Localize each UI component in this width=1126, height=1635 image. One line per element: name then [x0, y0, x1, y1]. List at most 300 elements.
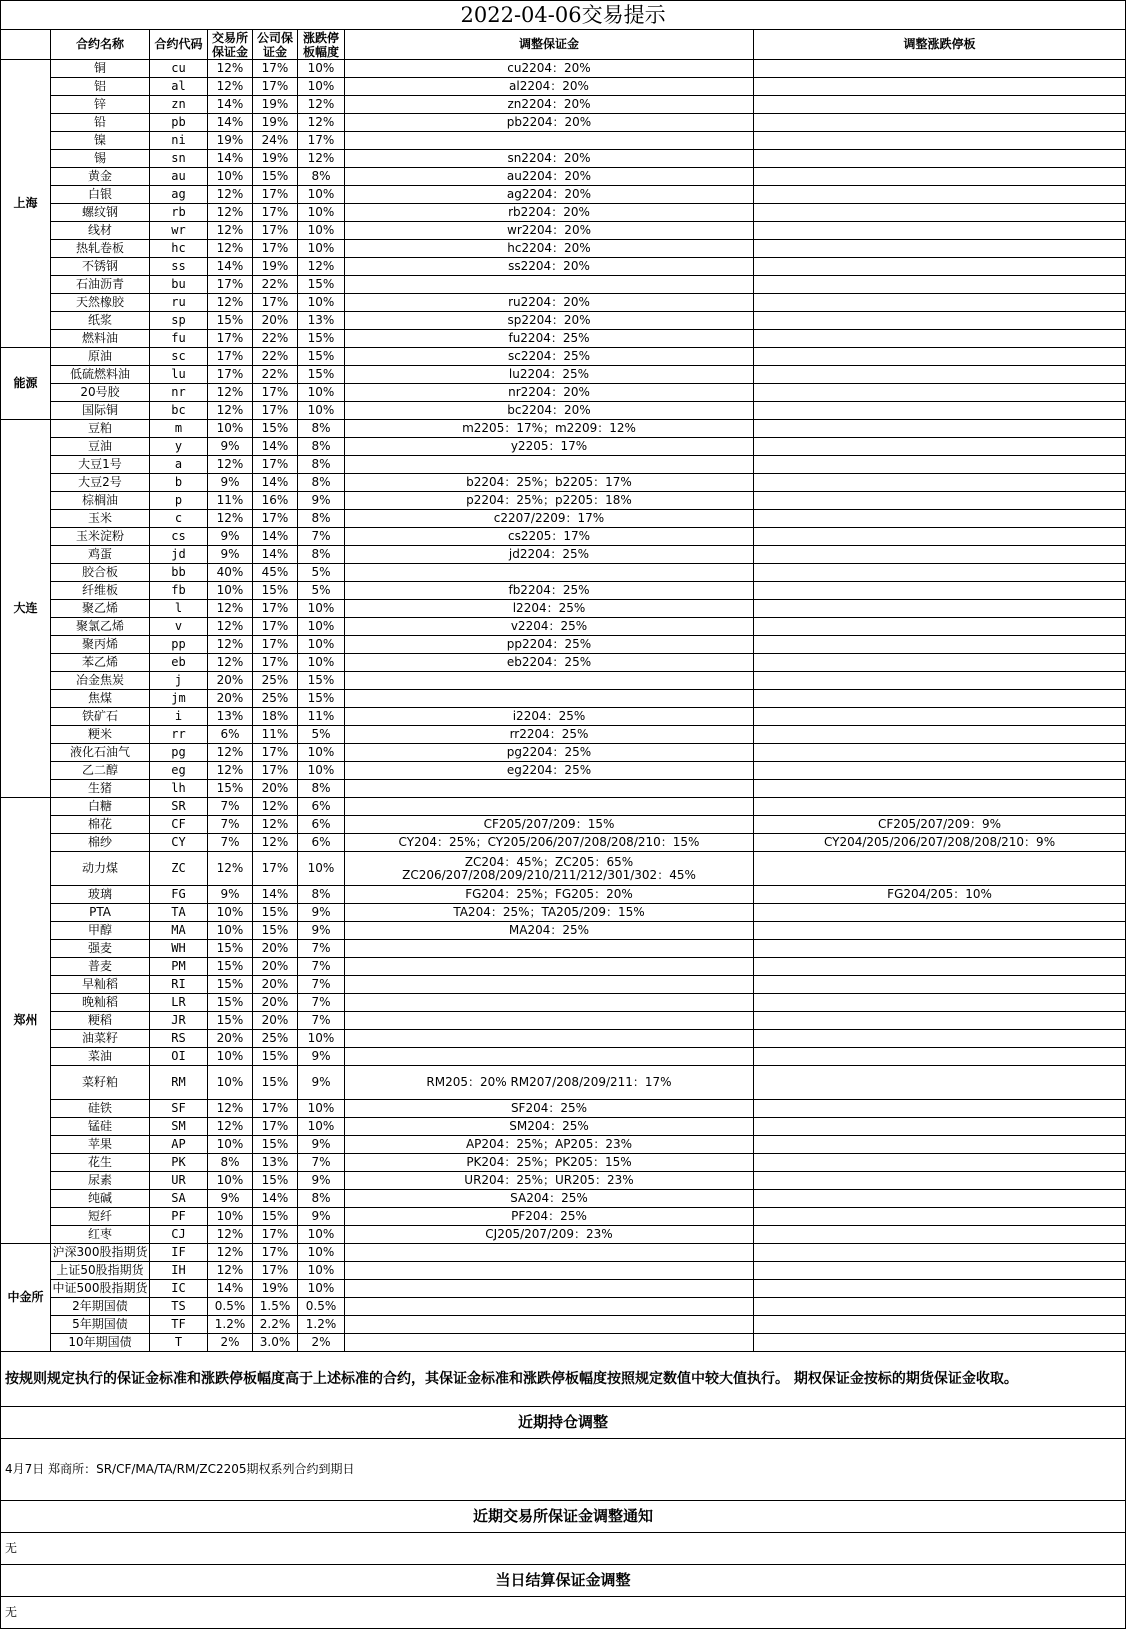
contract-name: 沪深300股指期货 [51, 1244, 150, 1262]
contract-row [1, 994, 1126, 1012]
contract-row [1, 96, 1126, 114]
adjust-margin: zn2204：20% [345, 96, 754, 114]
company-margin: 17% [253, 1244, 298, 1262]
contract-row [1, 1208, 1126, 1226]
exchange-margin: 12% [208, 510, 253, 528]
company-margin: 24% [253, 132, 298, 150]
price-limit: 5% [298, 726, 345, 744]
price-limit: 10% [298, 600, 345, 618]
exchange-margin: 0.5% [208, 1298, 253, 1316]
adjust-limit [754, 474, 1126, 492]
section-title-position-adjust: 近期持仓调整 [1, 1407, 1126, 1439]
contract-name: 尿素 [51, 1172, 150, 1190]
adjust-margin [345, 780, 754, 798]
company-margin: 17% [253, 1100, 298, 1118]
contract-code: WH [150, 940, 208, 958]
contract-row [1, 1136, 1126, 1154]
adjust-margin [345, 940, 754, 958]
price-limit: 10% [298, 1030, 345, 1048]
company-margin: 17% [253, 852, 298, 886]
exchange-margin: 7% [208, 834, 253, 852]
adjust-limit [754, 1030, 1126, 1048]
contract-code: PK [150, 1154, 208, 1172]
adjust-margin: fb2204：25% [345, 582, 754, 600]
contract-row [1, 762, 1126, 780]
adjust-limit [754, 240, 1126, 258]
contract-code: b [150, 474, 208, 492]
contract-row [1, 366, 1126, 384]
contract-code: MA [150, 922, 208, 940]
exchange-margin: 12% [208, 1118, 253, 1136]
contract-name: 铜 [51, 60, 150, 78]
header-region [1, 30, 51, 60]
company-margin: 11% [253, 726, 298, 744]
adjust-margin: CF205/207/209：15% [345, 816, 754, 834]
company-margin: 20% [253, 940, 298, 958]
adjust-margin: SA204：25% [345, 1190, 754, 1208]
section-title-exchange-margin-notice: 近期交易所保证金调整通知 [1, 1501, 1126, 1533]
adjust-limit [754, 492, 1126, 510]
contract-row [1, 132, 1126, 150]
adjust-margin: hc2204：20% [345, 240, 754, 258]
header-adjust-limit: 调整涨跌停板 [754, 30, 1126, 60]
contract-code: cs [150, 528, 208, 546]
adjust-limit [754, 402, 1126, 420]
contract-name: 铝 [51, 78, 150, 96]
contract-name: 2年期国债 [51, 1298, 150, 1316]
adjust-margin: pg2204：25% [345, 744, 754, 762]
company-margin: 19% [253, 114, 298, 132]
contract-name: 聚乙烯 [51, 600, 150, 618]
section-body-exchange-margin-notice: 无 [1, 1533, 1126, 1565]
adjust-limit [754, 510, 1126, 528]
contract-name: 胶合板 [51, 564, 150, 582]
contract-code: m [150, 420, 208, 438]
adjust-limit [754, 1066, 1126, 1100]
adjust-margin: cs2205：17% [345, 528, 754, 546]
contract-code: al [150, 78, 208, 96]
company-margin: 15% [253, 420, 298, 438]
adjust-limit [754, 744, 1126, 762]
contract-row [1, 1030, 1126, 1048]
company-margin: 18% [253, 708, 298, 726]
price-limit: 2% [298, 1334, 345, 1352]
adjust-limit [754, 114, 1126, 132]
adjust-margin: UR204：25%；UR205：23% [345, 1172, 754, 1190]
company-margin: 17% [253, 762, 298, 780]
contract-code: sn [150, 150, 208, 168]
header-name: 合约名称 [51, 30, 150, 60]
adjust-margin: ag2204：20% [345, 186, 754, 204]
contract-name: 冶金焦炭 [51, 672, 150, 690]
price-limit: 10% [298, 1226, 345, 1244]
contract-code: jm [150, 690, 208, 708]
price-limit: 7% [298, 976, 345, 994]
exchange-margin: 40% [208, 564, 253, 582]
contract-row [1, 1172, 1126, 1190]
contract-row [1, 240, 1126, 258]
price-limit: 10% [298, 1280, 345, 1298]
adjust-margin [345, 564, 754, 582]
company-margin: 14% [253, 474, 298, 492]
adjust-limit [754, 726, 1126, 744]
contract-name: 棕榈油 [51, 492, 150, 510]
adjust-limit [754, 1136, 1126, 1154]
contract-row [1, 798, 1126, 816]
adjust-margin: SM204：25% [345, 1118, 754, 1136]
exchange-margin: 17% [208, 348, 253, 366]
adjust-margin: jd2204：25% [345, 546, 754, 564]
contract-row [1, 600, 1126, 618]
adjust-margin: bc2204：20% [345, 402, 754, 420]
contract-row [1, 1316, 1126, 1334]
exchange-margin: 12% [208, 78, 253, 96]
exchange-margin: 12% [208, 1262, 253, 1280]
exchange-margin: 14% [208, 150, 253, 168]
contract-row [1, 546, 1126, 564]
company-margin: 15% [253, 582, 298, 600]
contract-code: RI [150, 976, 208, 994]
contract-code: bc [150, 402, 208, 420]
contract-code: IC [150, 1280, 208, 1298]
contract-row [1, 690, 1126, 708]
adjust-limit: CY204/205/206/207/208/208/210：9% [754, 834, 1126, 852]
adjust-limit [754, 312, 1126, 330]
adjust-limit [754, 78, 1126, 96]
adjust-limit [754, 1154, 1126, 1172]
contract-name: 早籼稻 [51, 976, 150, 994]
contract-name: 粳米 [51, 726, 150, 744]
company-margin: 17% [253, 1118, 298, 1136]
contract-row [1, 582, 1126, 600]
company-margin: 15% [253, 904, 298, 922]
contract-code: pp [150, 636, 208, 654]
company-margin: 15% [253, 1208, 298, 1226]
company-margin: 17% [253, 456, 298, 474]
exchange-margin: 20% [208, 690, 253, 708]
contract-name: 硅铁 [51, 1100, 150, 1118]
company-margin: 22% [253, 330, 298, 348]
exchange-margin: 12% [208, 654, 253, 672]
contract-code: nr [150, 384, 208, 402]
adjust-limit [754, 672, 1126, 690]
adjust-margin [345, 1048, 754, 1066]
adjust-limit [754, 1334, 1126, 1352]
adjust-margin: lu2204：25% [345, 366, 754, 384]
price-limit: 6% [298, 834, 345, 852]
page-title: 2022-04-06交易提示 [1, 1, 1126, 30]
company-margin: 20% [253, 780, 298, 798]
company-margin: 2.2% [253, 1316, 298, 1334]
adjust-margin: eb2204：25% [345, 654, 754, 672]
adjust-margin: cu2204：20% [345, 60, 754, 78]
company-margin: 19% [253, 96, 298, 114]
section-body-position-adjust: 4月7日 郑商所：SR/CF/MA/TA/RM/ZC2205期权系列合约到期日 [1, 1439, 1126, 1501]
company-margin: 15% [253, 1136, 298, 1154]
price-limit: 9% [298, 1066, 345, 1100]
contract-name: 黄金 [51, 168, 150, 186]
company-margin: 19% [253, 150, 298, 168]
exchange-margin: 9% [208, 546, 253, 564]
exchange-margin: 12% [208, 600, 253, 618]
contract-row [1, 150, 1126, 168]
company-margin: 15% [253, 1048, 298, 1066]
adjust-margin: p2204：25%；p2205：18% [345, 492, 754, 510]
contract-code: RM [150, 1066, 208, 1100]
contract-code: ss [150, 258, 208, 276]
exchange-margin: 8% [208, 1154, 253, 1172]
contract-code: SR [150, 798, 208, 816]
price-limit: 7% [298, 1154, 345, 1172]
price-limit: 10% [298, 852, 345, 886]
exchange-margin: 12% [208, 294, 253, 312]
contract-name: 甲醇 [51, 922, 150, 940]
company-margin: 17% [253, 636, 298, 654]
adjust-limit [754, 1012, 1126, 1030]
rule-note: 按规则规定执行的保证金标准和涨跌停板幅度高于上述标准的合约，其保证金标准和涨跌停板幅度按照规定数值中较大值执行。 期权保证金按标的期货保证金收取。 [1, 1352, 1126, 1407]
adjust-margin: rr2204：25% [345, 726, 754, 744]
exchange-margin: 12% [208, 618, 253, 636]
section-body-settlement-margin: 无 [1, 1597, 1126, 1629]
contract-name: 天然橡胶 [51, 294, 150, 312]
adjust-margin: MA204：25% [345, 922, 754, 940]
contract-row [1, 60, 1126, 78]
adjust-limit [754, 1244, 1126, 1262]
adjust-margin: pb2204：20% [345, 114, 754, 132]
adjust-margin [345, 456, 754, 474]
contract-code: LR [150, 994, 208, 1012]
exchange-margin: 10% [208, 168, 253, 186]
contract-row [1, 402, 1126, 420]
company-margin: 14% [253, 1190, 298, 1208]
header-code: 合约代码 [150, 30, 208, 60]
adjust-margin: l2204：25% [345, 600, 754, 618]
adjust-margin: ss2204：20% [345, 258, 754, 276]
contract-row [1, 744, 1126, 762]
contract-code: l [150, 600, 208, 618]
adjust-margin [345, 994, 754, 1012]
exchange-margin: 12% [208, 204, 253, 222]
exchange-margin: 15% [208, 976, 253, 994]
price-limit: 8% [298, 420, 345, 438]
company-margin: 17% [253, 744, 298, 762]
adjust-limit [754, 1262, 1126, 1280]
adjust-margin [345, 1262, 754, 1280]
price-limit: 10% [298, 744, 345, 762]
contract-row [1, 384, 1126, 402]
contract-row [1, 510, 1126, 528]
company-margin: 17% [253, 1262, 298, 1280]
header-row [1, 30, 1126, 60]
price-limit: 7% [298, 1012, 345, 1030]
contract-name: 热轧卷板 [51, 240, 150, 258]
contract-name: 10年期国债 [51, 1334, 150, 1352]
exchange-margin: 12% [208, 1100, 253, 1118]
price-limit: 15% [298, 348, 345, 366]
exchange-margin: 12% [208, 60, 253, 78]
contract-row [1, 1226, 1126, 1244]
contract-name: 乙二醇 [51, 762, 150, 780]
adjust-margin [345, 1280, 754, 1298]
contract-code: AP [150, 1136, 208, 1154]
contract-name: 5年期国债 [51, 1316, 150, 1334]
company-margin: 15% [253, 922, 298, 940]
contract-name: 焦煤 [51, 690, 150, 708]
contract-row [1, 672, 1126, 690]
adjust-margin: FG204：25%；FG205：20% [345, 886, 754, 904]
company-margin: 14% [253, 528, 298, 546]
price-limit: 8% [298, 546, 345, 564]
contract-row [1, 834, 1126, 852]
adjust-limit [754, 330, 1126, 348]
price-limit: 10% [298, 618, 345, 636]
contract-name: 白银 [51, 186, 150, 204]
company-margin: 17% [253, 240, 298, 258]
exchange-margin: 14% [208, 96, 253, 114]
contract-name: 苹果 [51, 1136, 150, 1154]
contract-name: 玉米 [51, 510, 150, 528]
adjust-limit [754, 204, 1126, 222]
price-limit: 10% [298, 1262, 345, 1280]
contract-name: 锡 [51, 150, 150, 168]
exchange-margin: 10% [208, 904, 253, 922]
exchange-margin: 12% [208, 1226, 253, 1244]
exchange-margin: 9% [208, 886, 253, 904]
contract-code: TS [150, 1298, 208, 1316]
adjust-margin [345, 132, 754, 150]
adjust-margin [345, 276, 754, 294]
adjust-margin: SF204：25% [345, 1100, 754, 1118]
contract-name: 动力煤 [51, 852, 150, 886]
price-limit: 9% [298, 1208, 345, 1226]
adjust-limit [754, 366, 1126, 384]
exchange-margin: 12% [208, 456, 253, 474]
price-limit: 9% [298, 492, 345, 510]
exchange-margin: 10% [208, 1208, 253, 1226]
price-limit: 8% [298, 510, 345, 528]
adjust-margin: AP204：25%；AP205：23% [345, 1136, 754, 1154]
contract-row [1, 222, 1126, 240]
contract-row [1, 114, 1126, 132]
adjust-limit [754, 798, 1126, 816]
contract-name: 菜油 [51, 1048, 150, 1066]
contract-code: T [150, 1334, 208, 1352]
adjust-limit [754, 1316, 1126, 1334]
company-margin: 17% [253, 618, 298, 636]
exchange-margin: 15% [208, 940, 253, 958]
contract-code: ag [150, 186, 208, 204]
contract-row [1, 1262, 1126, 1280]
contract-code: SF [150, 1100, 208, 1118]
adjust-limit [754, 528, 1126, 546]
contract-name: 白糖 [51, 798, 150, 816]
exchange-margin: 12% [208, 744, 253, 762]
price-limit: 12% [298, 150, 345, 168]
adjust-limit [754, 1298, 1126, 1316]
exchange-margin: 9% [208, 528, 253, 546]
adjust-limit [754, 994, 1126, 1012]
adjust-limit [754, 922, 1126, 940]
adjust-limit [754, 258, 1126, 276]
contract-code: ni [150, 132, 208, 150]
adjust-limit [754, 222, 1126, 240]
adjust-margin: PK204：25%；PK205：15% [345, 1154, 754, 1172]
contract-row [1, 438, 1126, 456]
section-title-settlement-margin: 当日结算保证金调整 [1, 1565, 1126, 1597]
header-price-limit: 涨跌停板幅度 [298, 30, 345, 60]
adjust-margin: nr2204：20% [345, 384, 754, 402]
contract-row [1, 474, 1126, 492]
company-margin: 19% [253, 1280, 298, 1298]
contract-row [1, 1066, 1126, 1100]
price-limit: 8% [298, 1190, 345, 1208]
exchange-margin: 10% [208, 1172, 253, 1190]
contract-code: eg [150, 762, 208, 780]
contract-name: 上证50股指期货 [51, 1262, 150, 1280]
price-limit: 12% [298, 96, 345, 114]
adjust-limit [754, 546, 1126, 564]
exchange-margin: 14% [208, 258, 253, 276]
adjust-limit [754, 976, 1126, 994]
exchange-margin: 14% [208, 1280, 253, 1298]
contract-row [1, 940, 1126, 958]
adjust-limit [754, 564, 1126, 582]
adjust-margin: ZC204：45%；ZC205：65% ZC206/207/208/209/210/211/212/301/302：45% [345, 852, 754, 886]
exchange-margin: 7% [208, 816, 253, 834]
adjust-limit [754, 294, 1126, 312]
contract-code: SM [150, 1118, 208, 1136]
price-limit: 9% [298, 1172, 345, 1190]
contract-name: 石油沥青 [51, 276, 150, 294]
company-margin: 19% [253, 258, 298, 276]
contract-code: bb [150, 564, 208, 582]
contract-row [1, 168, 1126, 186]
price-limit: 10% [298, 204, 345, 222]
contract-code: jd [150, 546, 208, 564]
adjust-limit [754, 276, 1126, 294]
exchange-margin: 10% [208, 1048, 253, 1066]
adjust-limit [754, 780, 1126, 798]
price-limit: 7% [298, 994, 345, 1012]
exchange-margin: 15% [208, 958, 253, 976]
contract-code: rr [150, 726, 208, 744]
adjust-limit [754, 132, 1126, 150]
adjust-margin [345, 672, 754, 690]
company-margin: 17% [253, 222, 298, 240]
contract-name: 大豆2号 [51, 474, 150, 492]
price-limit: 9% [298, 922, 345, 940]
contract-row [1, 922, 1126, 940]
contract-name: 不锈钢 [51, 258, 150, 276]
contract-name: 油菜籽 [51, 1030, 150, 1048]
contract-code: wr [150, 222, 208, 240]
price-limit: 15% [298, 276, 345, 294]
contract-name: 聚氯乙烯 [51, 618, 150, 636]
contract-code: JR [150, 1012, 208, 1030]
adjust-margin: al2204：20% [345, 78, 754, 96]
exchange-margin: 12% [208, 186, 253, 204]
contract-name: 棉纱 [51, 834, 150, 852]
company-margin: 17% [253, 1226, 298, 1244]
exchange-margin: 12% [208, 1244, 253, 1262]
contract-row [1, 708, 1126, 726]
adjust-margin: CJ205/207/209：23% [345, 1226, 754, 1244]
contract-row [1, 78, 1126, 96]
company-margin: 45% [253, 564, 298, 582]
contract-name: 铅 [51, 114, 150, 132]
exchange-margin: 15% [208, 312, 253, 330]
price-limit: 15% [298, 672, 345, 690]
